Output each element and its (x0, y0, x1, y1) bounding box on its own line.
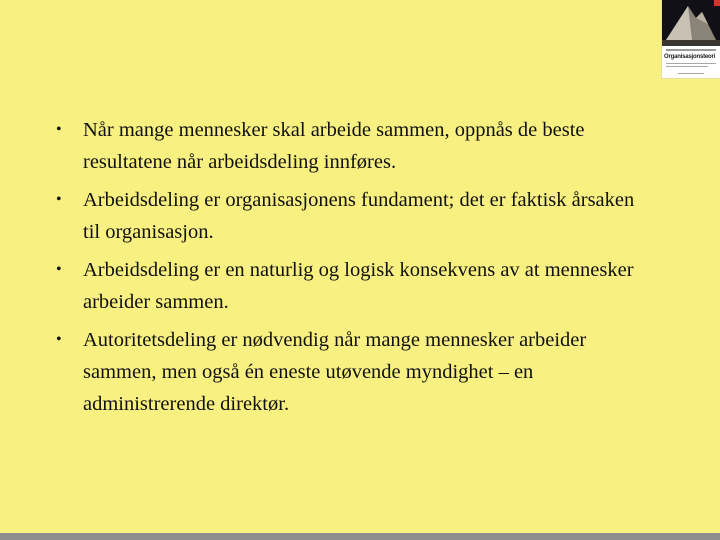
bullet-icon: • (56, 191, 62, 208)
bullet-icon: • (56, 261, 62, 278)
bullet-list (56, 114, 656, 426)
cover-publisher-line (678, 73, 704, 74)
book-title: Organisasjonsteori (664, 54, 716, 60)
bullet-icon: • (56, 121, 62, 138)
mountain-illustration (662, 0, 720, 46)
bullet-text: Arbeidsdeling er organisasjonens fundament; det er faktisk årsaken til organisasjon. (83, 189, 635, 243)
cover-subtitle-line (666, 63, 716, 64)
bullet-icon: • (56, 331, 62, 348)
bullet-text: Arbeidsdeling er en naturlig og logisk konsekvens av at mennesker arbeider sammen. (83, 259, 634, 313)
cover-subtitle-line (666, 66, 708, 67)
cover-corner-mark (714, 0, 720, 6)
bullet-item (56, 324, 656, 420)
bullet-item (56, 114, 656, 178)
cover-author-line (666, 49, 716, 51)
bottom-bar (0, 533, 720, 540)
book-cover-image (662, 0, 720, 78)
bullet-item (56, 254, 656, 318)
bullet-text: Autoritetsdeling er nødvendig når mange mennesker arbeider sammen, men også én eneste utøvende myndighet – en administrerende direktør. (83, 329, 587, 415)
bullet-item (56, 184, 656, 248)
bullet-text: Når mange mennesker skal arbeide sammen, oppnås de beste resultatene når arbeidsdeling innføres. (83, 119, 585, 173)
